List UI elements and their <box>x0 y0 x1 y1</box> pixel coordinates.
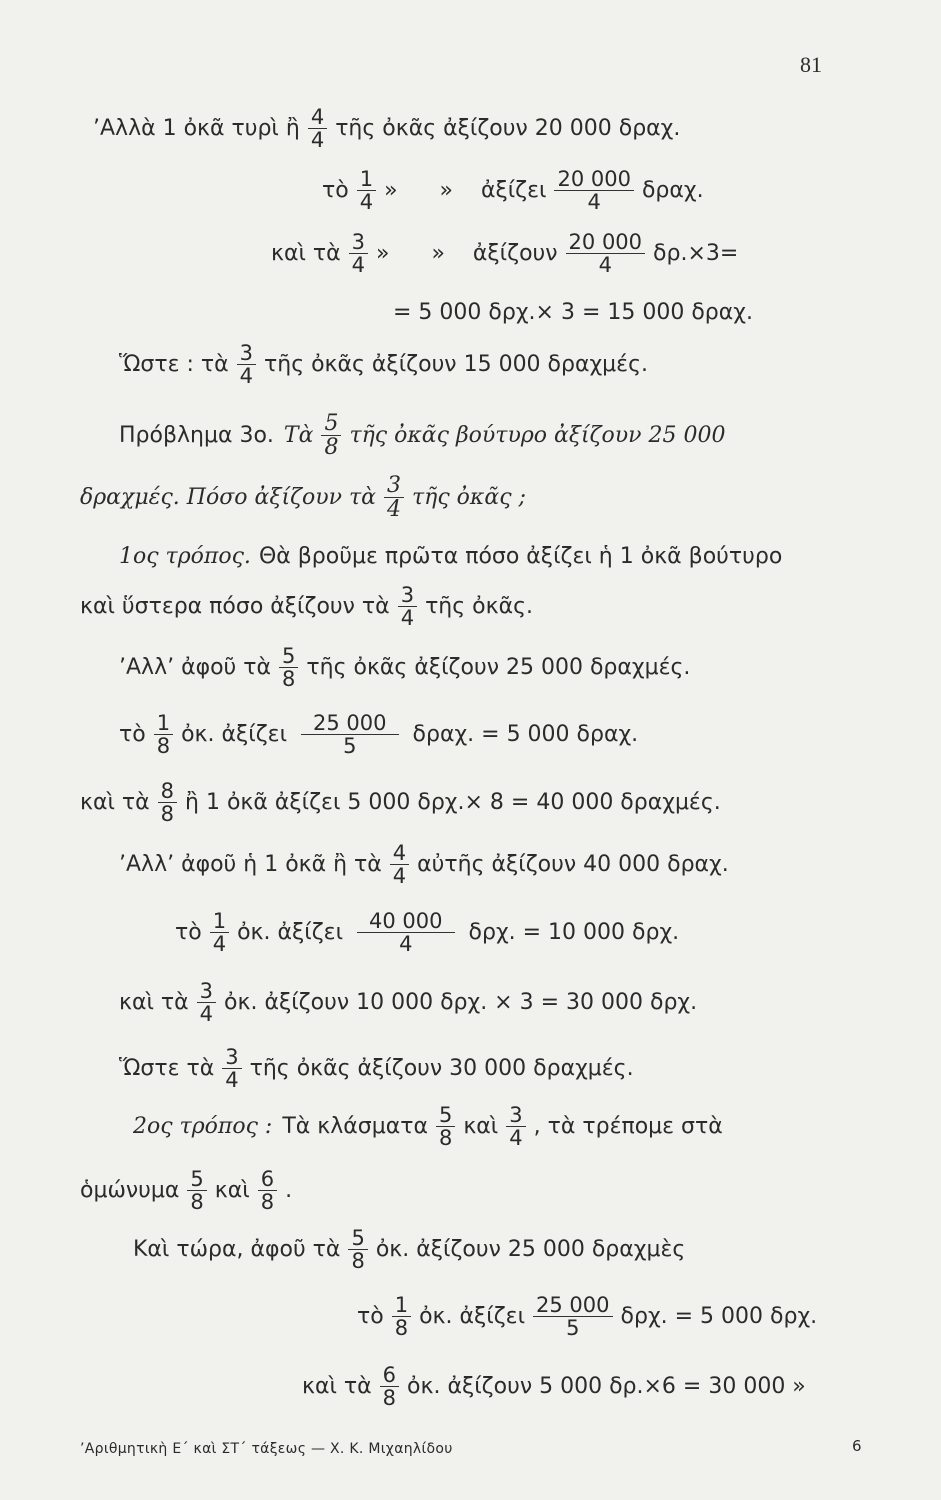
line-text: καὶ τὰ <box>271 240 341 266</box>
line-text: Τὰ <box>283 422 314 448</box>
line-text: τῆς ὀκᾶς ἀξίζουν 25 000 δραχμές. <box>306 654 691 680</box>
text-line <box>119 546 782 568</box>
line-text: ὀκ. ἀξίζει <box>419 1303 526 1329</box>
line-text: Θὰ βροῦμε πρῶτα πόσο ἀξίζει ἡ 1 ὀκᾶ βούτυρο <box>258 544 783 569</box>
text-line <box>80 780 721 825</box>
text-line <box>80 474 526 521</box>
fraction: $\frac{3}{4}$ <box>398 584 417 629</box>
line-text: τῆς ὀκᾶς ἀξίζουν 30 000 δραχμές. <box>249 1055 634 1081</box>
fraction: $\frac{1}{4}$ <box>210 910 229 955</box>
text-line <box>119 712 638 757</box>
line-text: Ὥστε : τὰ <box>119 351 229 377</box>
text-line <box>133 1227 685 1272</box>
fraction: $\frac{25 000}{5}$ <box>301 712 398 757</box>
line-text: καὶ ὕστερα πόσο ἀξίζουν τὰ <box>80 593 390 619</box>
text-line <box>357 1294 817 1339</box>
line-text: καὶ <box>463 1113 499 1139</box>
text-line <box>133 1104 723 1149</box>
line-text: δρ.×3= <box>653 240 739 266</box>
signature-mark: 6 <box>852 1437 862 1455</box>
fraction: $\frac{3}{4}$ <box>506 1104 525 1149</box>
line-text: Καὶ τώρα, ἀφοῦ τὰ <box>133 1236 341 1262</box>
problem-heading <box>119 412 726 459</box>
line-text: δρχ. = 10 000 δρχ. <box>468 919 680 945</box>
fraction: $\frac{3}{4}$ <box>197 980 216 1025</box>
line-text: » » ἀξίζουν <box>376 240 558 266</box>
line-text: τῆς ὀκᾶς ; <box>412 484 526 510</box>
line-text: 1ος τρόπος. <box>119 544 251 569</box>
fraction: $\frac{5}{8}$ <box>436 1104 455 1149</box>
line-text: τῆς ὀκᾶς βούτυρο ἀξίζουν 25 000 <box>349 422 726 448</box>
text-line <box>393 302 753 324</box>
fraction: $\frac{5}{8}$ <box>279 645 298 690</box>
page-footer: ’Αριθμητικὴ Ε΄ καὶ ΣΤ΄ τάξεως — Χ. Κ. Μιχαηλίδου <box>80 1441 453 1457</box>
text-line <box>302 1364 806 1409</box>
line-text: 2ος τρόπος : <box>133 1113 273 1139</box>
line-text: τῆς ὀκᾶς ἀξίζουν 15 000 δραχμές. <box>264 351 648 377</box>
line-text: . <box>285 1177 293 1203</box>
line-text: ὀκ. ἀξίζει <box>181 721 288 747</box>
line-text: δραχ. <box>641 177 704 203</box>
line-text: ’Αλλὰ 1 ὀκᾶ τυρὶ ἢ <box>93 115 300 141</box>
text-line <box>119 842 729 887</box>
line-text: ὀκ. ἀξίζουν 5 000 δρ.×6 = 30 000 » <box>407 1373 806 1399</box>
line-text: » » ἀξίζει <box>384 177 547 203</box>
text-line <box>93 106 680 151</box>
fraction: $\frac{4}{4}$ <box>308 106 327 151</box>
line-text: ὀκ. ἀξίζουν 25 000 δραχμὲς <box>375 1236 686 1262</box>
text-line <box>119 342 648 387</box>
fraction: $\frac{20 000}{4}$ <box>554 168 633 213</box>
line-text: ὁμώνυμα <box>80 1177 180 1203</box>
fraction: $\frac{3}{4}$ <box>237 342 256 387</box>
fraction: $\frac{5}{8}$ <box>187 1168 206 1213</box>
text-line <box>175 910 679 955</box>
line-text: Πρόβλημα 3ο. <box>119 422 274 448</box>
line-text: δραχ. = 5 000 δραχ. <box>412 721 639 747</box>
fraction: $\frac{3}{4}$ <box>384 474 404 521</box>
line-text: τὸ <box>322 177 349 203</box>
line-text: αὐτῆς ἀξίζουν 40 000 δραχ. <box>417 851 729 877</box>
line-text: δρχ. = 5 000 δρχ. <box>620 1303 818 1329</box>
line-text: ἢ 1 ὀκᾶ ἀξίζει 5 000 δρχ.× 8 = 40 000 δραχμές. <box>185 789 721 815</box>
fraction: $\frac{1}{8}$ <box>392 1294 411 1339</box>
fraction: $\frac{1}{4}$ <box>357 168 376 213</box>
fraction: $\frac{40 000}{4}$ <box>357 910 454 955</box>
line-text: ὀκ. ἀξίζουν 10 000 δρχ. × 3 = 30 000 δρχ. <box>224 989 698 1015</box>
fraction: $\frac{3}{4}$ <box>222 1046 241 1091</box>
line-text: τῆς ὀκᾶς. <box>425 593 533 619</box>
text-line <box>80 584 533 629</box>
text-line <box>119 1046 634 1091</box>
text-line <box>271 231 738 276</box>
fraction: $\frac{6}{8}$ <box>258 1168 277 1213</box>
line-text: = 5 000 δρχ.× 3 = 15 000 δραχ. <box>393 300 753 325</box>
line-text: δραχμές. Πόσο ἀξίζουν τὰ <box>80 484 377 510</box>
fraction: $\frac{20 000}{4}$ <box>566 231 645 276</box>
fraction: $\frac{8}{8}$ <box>158 780 177 825</box>
line-text: τῆς ὀκᾶς ἀξίζουν 20 000 δραχ. <box>335 115 681 141</box>
fraction: $\frac{3}{4}$ <box>349 231 368 276</box>
line-text: , τὰ τρέπομε στὰ <box>533 1113 723 1139</box>
line-text: Ὥστε τὰ <box>119 1055 215 1081</box>
line-text: ὀκ. ἀξίζει <box>237 919 344 945</box>
fraction: $\frac{6}{8}$ <box>380 1364 399 1409</box>
line-text: καὶ τὰ <box>80 789 150 815</box>
line-text: καὶ τὰ <box>119 989 189 1015</box>
page-number: 81 <box>800 52 822 77</box>
line-text: τὸ <box>119 721 146 747</box>
fraction: $\frac{5}{8}$ <box>348 1227 367 1272</box>
line-text: Τὰ κλάσματα <box>282 1113 428 1139</box>
text-line <box>119 645 690 690</box>
fraction: $\frac{5}{8}$ <box>321 412 341 459</box>
line-text: ’Αλλ’ ἀφοῦ τὰ <box>119 654 272 680</box>
line-text: καὶ τὰ <box>302 1373 372 1399</box>
line-text: τὸ <box>175 919 202 945</box>
fraction: $\frac{4}{4}$ <box>390 842 409 887</box>
text-line <box>119 980 697 1025</box>
fraction: $\frac{25 000}{5}$ <box>533 1294 612 1339</box>
text-line <box>80 1168 292 1213</box>
line-text: καὶ <box>214 1177 250 1203</box>
line-text: ’Αλλ’ ἀφοῦ ἡ 1 ὀκᾶ ἢ τὰ <box>119 851 382 877</box>
fraction: $\frac{1}{8}$ <box>154 712 173 757</box>
text-line <box>322 168 704 213</box>
line-text: τὸ <box>357 1303 384 1329</box>
